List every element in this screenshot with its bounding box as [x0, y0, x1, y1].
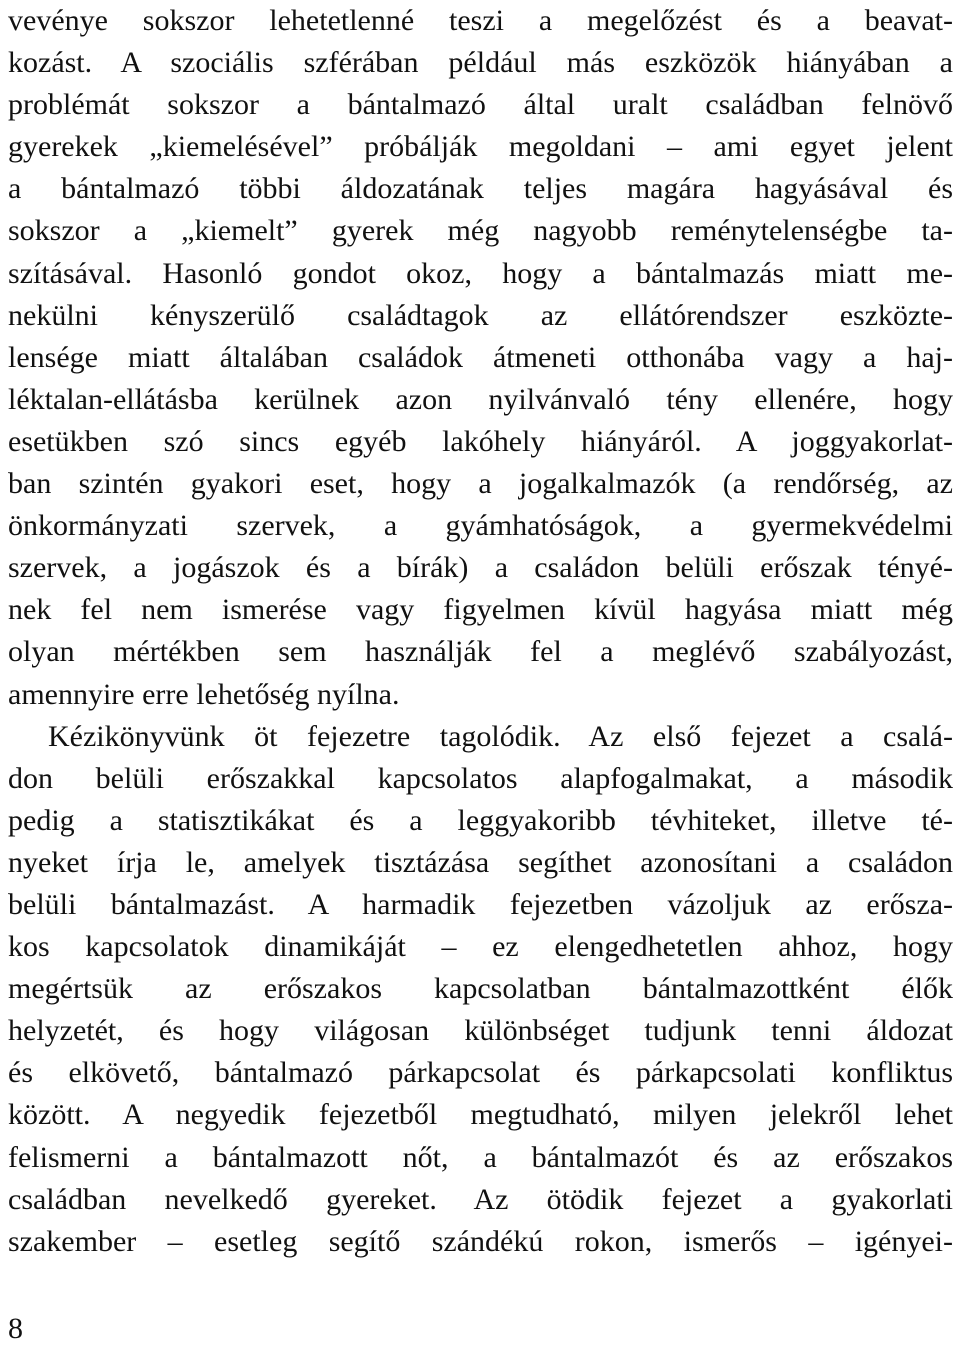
text-line: kozást. A szociális szférában például más eszközök hiányában a — [8, 46, 953, 80]
text-line: ban szintén gyakori eset, hogy a jogalkalmazók (a rendőrség, az — [8, 467, 953, 501]
page-number: 8 — [8, 1312, 23, 1345]
text-line: don belüli erőszakkal kapcsolatos alapfogalmakat, a második — [8, 761, 953, 795]
text-line: szakember – esetleg segítő szándékú rokon, ismerős – igényei- — [8, 1224, 953, 1258]
text-line: szításával. Hasonló gondot okoz, hogy a bántalmazás miatt me- — [8, 256, 953, 290]
text-line: nyeket írja le, amelyek tisztázása segíthet azonosítani a családon — [8, 845, 953, 879]
text-line: a bántalmazó többi áldozatának teljes magára hagyásával és — [8, 172, 953, 206]
text-line: lensége miatt általában családok átmeneti otthonába vagy a haj- — [8, 340, 953, 374]
text-line: olyan mértékben sem használják fel a meglévő szabályozást, — [8, 635, 953, 669]
text-line: kos kapcsolatok dinamikáját – ez elengedhetetlen ahhoz, hogy — [8, 930, 953, 964]
text-line: szervek, a jogászok és a bírák) a családon belüli erőszak tényé- — [8, 551, 953, 585]
text-line: nek fel nem ismerése vagy figyelmen kívül hagyása miatt még — [8, 593, 953, 627]
text-line: felismerni a bántalmazott nőt, a bántalmazót és az erőszakos — [8, 1140, 953, 1174]
text-line: megértsük az erőszakos kapcsolatban bántalmazottként élők — [8, 972, 953, 1006]
text-line: önkormányzati szervek, a gyámhatóságok, a gyermekvédelmi — [8, 509, 953, 543]
text-line: között. A negyedik fejezetből megtudható, milyen jelekről lehet — [8, 1098, 953, 1132]
paragraph-first-line: Kézikönyvünk öt fejezetre tagolódik. Az első fejezet a csalá- — [48, 719, 953, 753]
text-line: belüli bántalmazást. A harmadik fejezetben vázoljuk az erősza- — [8, 887, 953, 921]
text-line: amennyire erre lehetőség nyílna. — [8, 677, 400, 711]
text-line: vevénye sokszor lehetetlenné teszi a megelőzést és a beavat- — [8, 4, 953, 37]
text-line: és elkövető, bántalmazó párkapcsolat és párkapcsolati konfliktus — [8, 1056, 953, 1090]
text-line: nekülni kényszerülő családtagok az ellátórendszer eszközte- — [8, 298, 953, 332]
text-line: gyerekek „kiemelésével” próbálják megoldani – ami egyet jelent — [8, 130, 953, 164]
text-line: problémát sokszor a bántalmazó által uralt családban felnövő — [8, 88, 953, 122]
text-line: helyzetét, és hogy világosan különbséget tudjunk tenni áldozat — [8, 1014, 953, 1048]
page-body — [8, 0, 953, 1263]
text-line: léktalan-ellátásba kerülnek azon nyilvánvaló tény ellenére, hogy — [8, 382, 953, 416]
text-line: pedig a statisztikákat és a leggyakoribb tévhiteket, illetve té- — [8, 803, 953, 837]
text-line: esetükben szó sincs egyéb lakóhely hiányáról. A joggyakorlat- — [8, 424, 953, 458]
text-line: családban nevelkedő gyereket. Az ötödik fejezet a gyakorlati — [8, 1182, 953, 1216]
text-line: sokszor a „kiemelt” gyerek még nagyobb reménytelenségbe ta- — [8, 214, 953, 248]
